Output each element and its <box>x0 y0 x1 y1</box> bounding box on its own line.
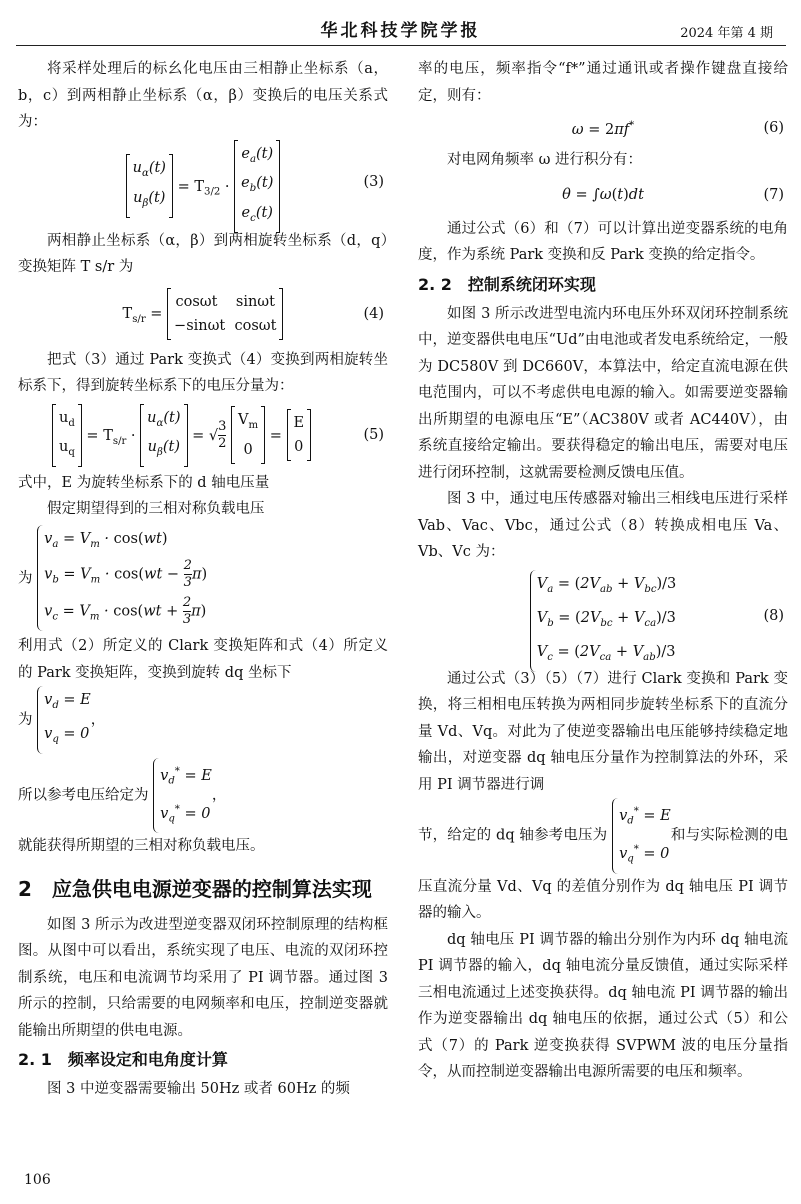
right-column <box>418 56 788 1086</box>
paragraph-ref-voltage: 节，给定的 dq 轴参考电压为 $v_d^* = E$ $v_q^* = 0$ 和与实际检测的电压直流分量 Vd、Vq 的差值分别作为 dq 轴电压 PI 调节器的输入。 <box>418 798 788 926</box>
subsection-heading: 2. 2 控制系统闭环实现 <box>418 274 596 294</box>
equation-load-voltage: 为 $v_a = V_m \cdot \cos(wt)$ $v_b = V_m \cdot \cos(wt$ − $\frac{2}{3}$ π) $v_c = V_m \cdot \cos(wt$ + $\frac{2}{3}$ π) <box>18 525 388 632</box>
header-rule <box>16 45 786 46</box>
equation-number: (4) <box>363 305 384 322</box>
paragraph: 如图 3 所示改进型电流内环电压外环双闭环控制系统中，逆变器供电电压“Ud”由电池或者发电系统给定，一般为 DC580V 到 DC660V，本算法中，给定直流电源在供电范围内，可以不考虑供电电源的输入。如需要逆变器输出所期望的电源电压“E”（AC380V 或者 AC440V），由系统直接给定输出。要获得稳定的输出电压，需要对电压进行闭环控制，这就需要检测反馈电压值。 <box>418 305 788 481</box>
equation-number: (5) <box>363 426 384 443</box>
paragraph: 利用式（2）所定义的 Clark 变换矩阵和式（4）所定义的 Park 变换矩阵，变换到旋转 dq 坐标下 <box>18 638 388 681</box>
paragraph: 假定期望得到的三相对称负载电压 <box>47 501 265 517</box>
equation-number: (6) <box>763 119 784 136</box>
page-number: 106 <box>24 1172 51 1188</box>
equation-8: $V_a = (2V_{ab} + V_{bc})/3$ $V_b = (2V_{bc} + V_{ca})/3$ $V_c = (2V_{ca} + V_{ab})/3$ (8) <box>418 570 788 662</box>
paragraph: 式中，E 为旋转坐标系下的 d 轴电压量 <box>18 474 270 491</box>
paragraph: 通过公式（3）（5）（7）进行 Clark 变换和 Park 变换，将三相相电压转换为两相同步旋转坐标系下的直流分量 Vd、Vq。对此为了使逆变器输出电压能够持续稳定地输出，对逆变器 dq 轴电压分量作为控制算法的外环，采用 PI 调节器进行调 <box>418 670 788 793</box>
paragraph: 将采样处理后的标幺化电压由三相静止坐标系（a，b，c）到两相静止坐标系（α，β）变换后的电压关系式为： <box>18 61 388 130</box>
paragraph: 通过公式（6）和（7）可以计算出逆变器系统的电角度，作为系统 Park 变换和反 Park 变换的给定指令。 <box>418 220 788 264</box>
equation-ref: 所以参考电压给定为 $v_d^* = E$ $v_q^* = 0$ ， <box>18 758 388 833</box>
equation-7: θ = ∫ω(t)dt (7) <box>418 178 788 212</box>
equation-number: (8) <box>763 607 784 624</box>
equation-4: $T_{s/r}$ = cosωt sinωt −sinωt cosωt (4) <box>18 285 388 343</box>
paragraph: dq 轴电压 PI 调节器的输出分别作为内环 dq 轴电流 PI 调节器的输入，dq 轴电流分量反馈值，通过实际采样三相电流通过上述变换获得。dq 轴电流 PI 调节器的输出作为逆变器输出 dq 轴电压的依据，通过公式（5）和公式（7）的 Park 逆变换获得 SVPWM 波的电压分量指令，从而控制逆变器输出电源所需要的电压和频率。 <box>418 931 788 1081</box>
equation-number: (7) <box>763 186 784 203</box>
equation-5: $u_d$ $u_q$ = $T_{s/r}$ · $u_\alpha(t)$ $u_\beta(t)$ = √ $\frac{3}{2}$ $V_m$ 0 = E 0 (5) <box>18 404 388 466</box>
equation-dq: 为 $v_d = E$ $v_q = 0$ ， <box>18 686 388 754</box>
journal-title: 华北科技学院学报 <box>320 21 481 41</box>
equation-6: ω = 2πf* (6) <box>418 113 788 143</box>
paragraph: 图 3 中逆变器需要输出 50Hz 或者 60Hz 的频 <box>47 1081 350 1098</box>
left-column <box>18 56 388 1103</box>
paragraph: 就能获得所期望的三相对称负载电压。 <box>18 838 265 855</box>
equation-3: $u_\alpha(t)$ $u_\beta(t)$ = $T_{3/2}$ · $e_a(t)$ $e_b(t)$ $e_c(t)$ (3) <box>18 140 388 224</box>
section-heading: 2 应急供电电源逆变器的控制算法实现 <box>18 876 372 901</box>
paragraph: 把式（3）通过 Park 变换式（4）变换到两相旋转坐标系下，得到旋转坐标系下的电压分量为： <box>18 351 388 394</box>
paragraph: 对电网角频率 ω 进行积分有： <box>447 152 643 169</box>
subsection-heading: 2. 1 频率设定和电角度计算 <box>18 1050 228 1070</box>
paragraph: 如图 3 所示为改进型逆变器双闭环控制原理的结构框图。从图中可以看出，系统实现了电压、电流的双闭环控制系统，电压和电流调节均采用了 PI 调节器。通过图 3 所示的控制，只给需要的电网频率和电压，控制逆变器就能输出所期望的供电电源。 <box>18 916 388 1039</box>
paragraph: 率的电压，频率指令“f*”通过通讯或者操作键盘直接给定，则有： <box>418 61 788 104</box>
paragraph: 图 3 中，通过电压传感器对输出三相线电压进行采样 Vab、Vac、Vbc，通过公式（8）转换成相电压 Va、Vb、Vc 为： <box>418 491 788 561</box>
equation-number: (3) <box>363 173 384 190</box>
issue-label: 2024 年第 4 期 <box>680 26 773 41</box>
paragraph: 两相静止坐标系（α，β）到两相旋转坐标系（d，q）变换矩阵 T s/r 为 <box>18 232 388 275</box>
